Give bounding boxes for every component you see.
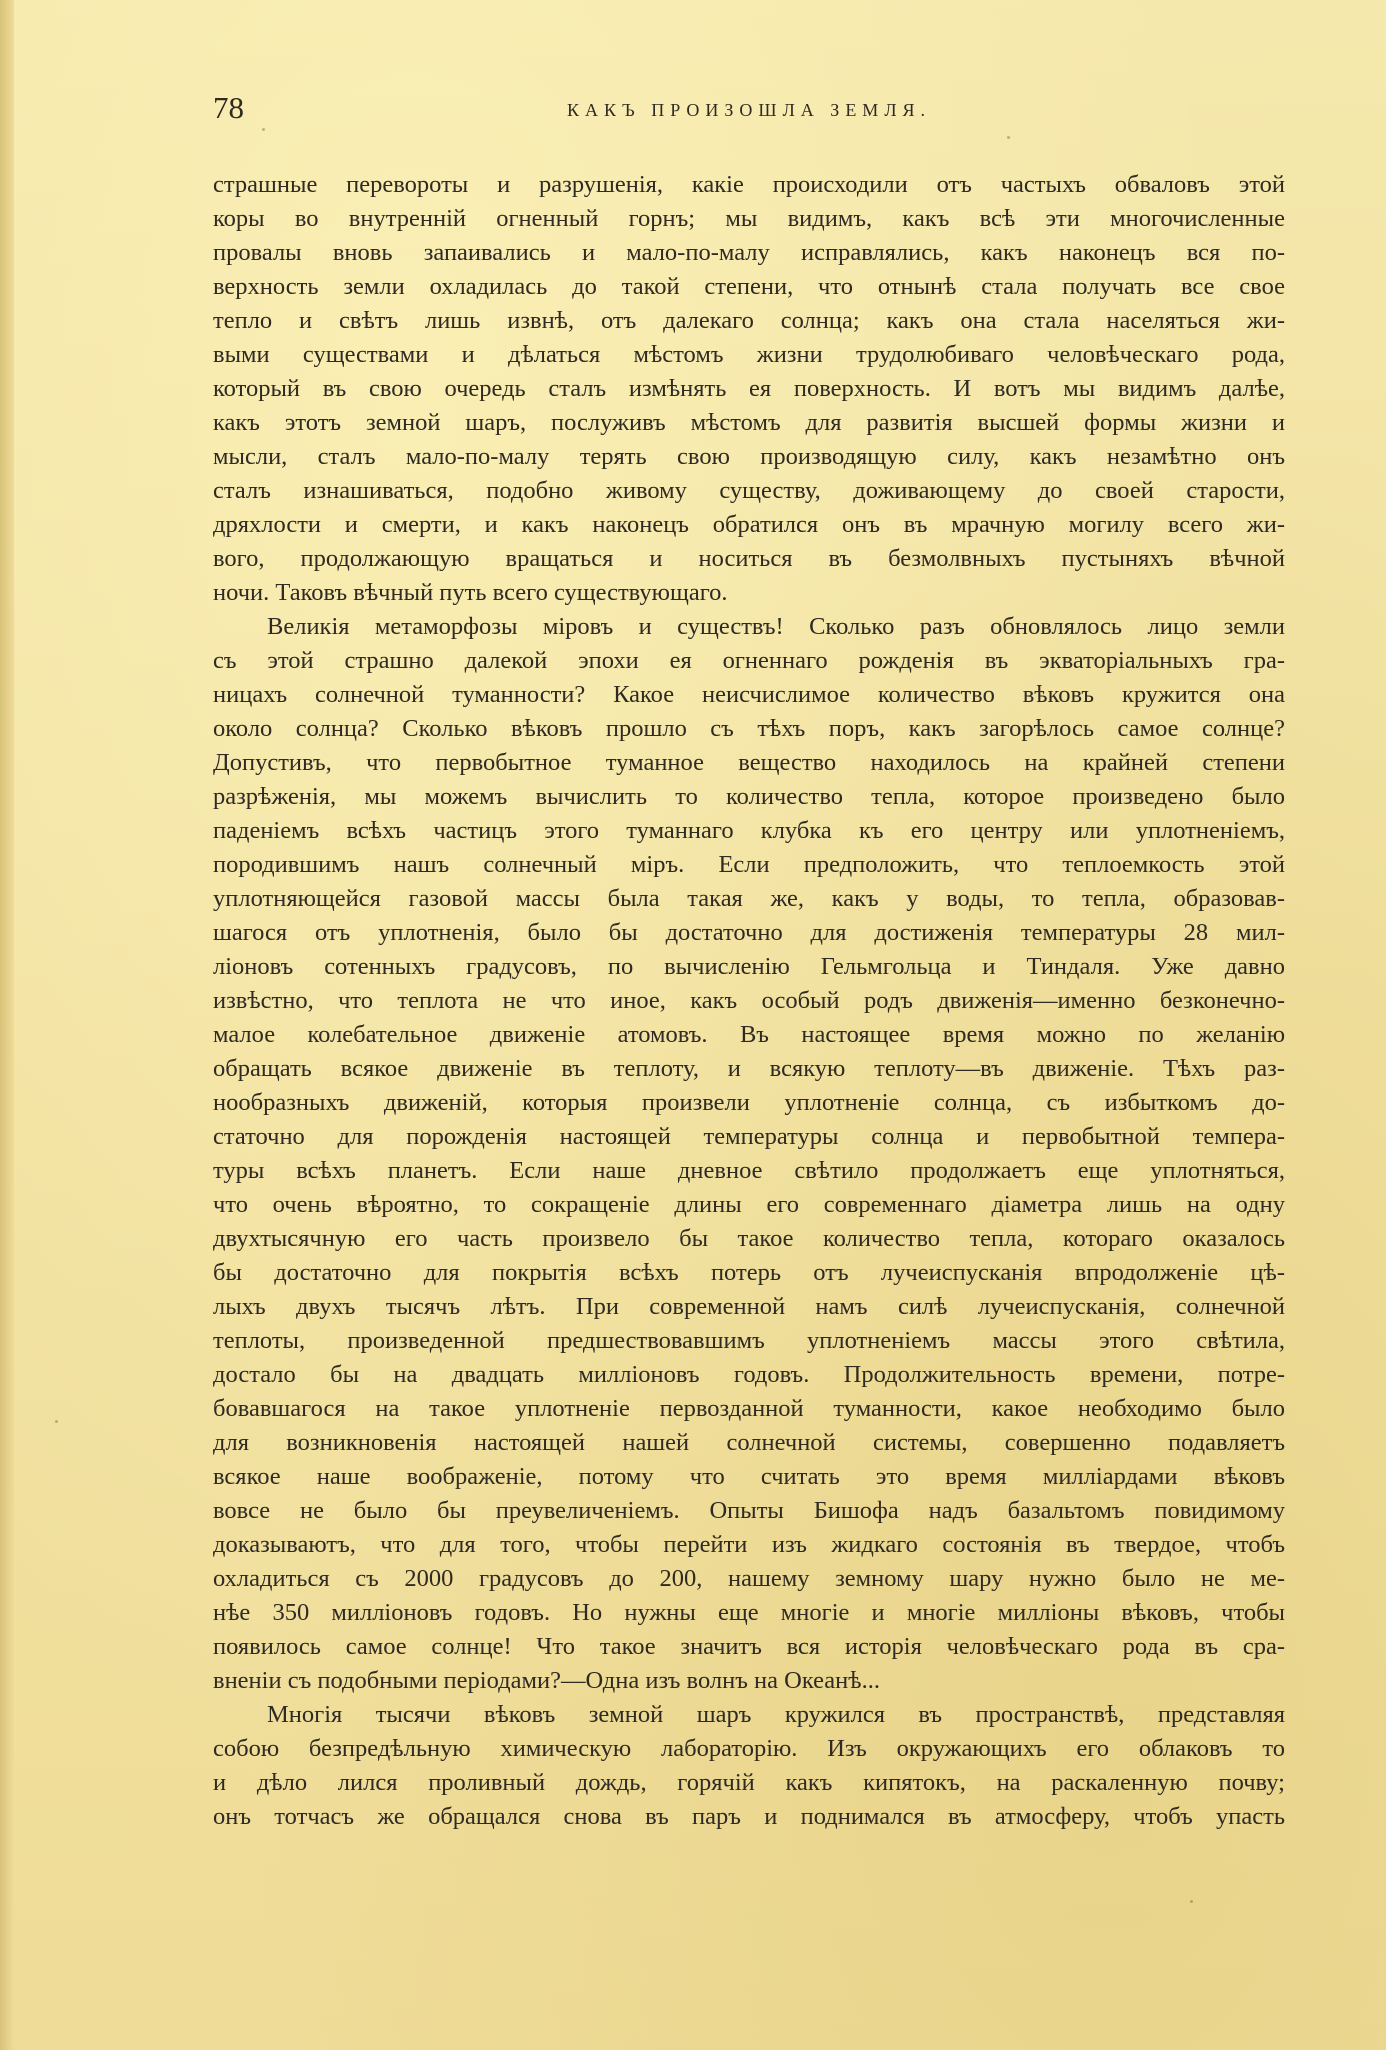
text-line: верхность земли охладилась до такой степени, что отнынѣ стала получать все свое	[213, 273, 1285, 300]
text-line: паденіемъ всѣхъ частицъ этого туманнаго клубка къ его центру или уплотненіемъ,	[213, 817, 1285, 844]
text-line: страшные перевороты и разрушенія, какіе происходили отъ частыхъ обваловъ этой	[213, 171, 1285, 198]
text-line: около солнца? Сколько вѣковъ прошло съ тѣхъ поръ, какъ загорѣлось самое солнце?	[213, 715, 1285, 742]
text-line: и дѣло лился проливный дождь, горячій какъ кипятокъ, на раскаленную почву;	[213, 1769, 1285, 1796]
text-line: дряхлости и смерти, и какъ наконецъ обратился онъ въ мрачную могилу всего жи-	[213, 511, 1285, 538]
text-line: выми существами и дѣлаться мѣстомъ жизни трудолюбиваго человѣческаго рода,	[213, 341, 1285, 368]
text-line: извѣстно, что теплота не что иное, какъ особый родъ движенія—именно безконечно-	[213, 987, 1285, 1014]
text-line: шагося отъ уплотненія, было бы достаточно для достиженія температуры 28 мил-	[213, 919, 1285, 946]
text-line: ницахъ солнечной туманности? Какое неисчислимое количество вѣковъ кружится она	[213, 681, 1285, 708]
text-line: нѣе 350 милліоновъ годовъ. Но нужны еще многіе и многіе милліоны вѣковъ, чтобы	[213, 1599, 1285, 1626]
text-line: провалы вновь запаивались и мало-по-малу исправлялись, какъ наконецъ вся по-	[213, 239, 1285, 266]
page-number: 78	[213, 90, 244, 125]
text-line: охладиться съ 2000 градусовъ до 200, нашему земному шару нужно было не ме-	[213, 1565, 1285, 1592]
text-line: ліоновъ сотенныхъ градусовъ, по вычисленію Гельмгольца и Тиндаля. Уже давно	[213, 953, 1285, 980]
text-line: появилось самое солнце! Что такое значитъ вся исторія человѣческаго рода въ сра-	[213, 1633, 1285, 1660]
page-binding-edge	[0, 0, 14, 2050]
running-head	[213, 90, 1285, 130]
running-title: КАКЪ ПРОИЗОШЛА ЗЕМЛЯ.	[566, 100, 932, 120]
text-line: вого, продолжающую вращаться и носиться въ безмолвныхъ пустыняхъ вѣчной	[213, 545, 1285, 572]
text-line: всякое наше воображеніе, потому что считать это время милліардами вѣковъ	[213, 1463, 1285, 1490]
text-line: лыхъ двухъ тысячъ лѣтъ. При современной намъ силѣ лучеиспусканія, солнечной	[213, 1293, 1285, 1320]
paper-speck	[1190, 1900, 1193, 1903]
text-line: какъ этотъ земной шаръ, послуживъ мѣстомъ для развитія высшей формы жизни и	[213, 409, 1285, 436]
paper-speck	[1007, 136, 1010, 139]
text-line: нообразныхъ движеній, которыя произвели уплотненіе солнца, съ избыткомъ до-	[213, 1089, 1285, 1116]
text-line: доказываютъ, что для того, чтобы перейти изъ жидкаго состоянія въ твердое, чтобъ	[213, 1531, 1285, 1558]
text-line: Многія тысячи вѣковъ земной шаръ кружился въ пространствѣ, представляя	[267, 1701, 1285, 1728]
text-line: ночи. Таковъ вѣчный путь всего существующаго.	[213, 579, 728, 606]
text-line: для возникновенія настоящей нашей солнечной системы, совершенно подавляетъ	[213, 1429, 1285, 1456]
text-line: коры во внутренній огненный горнъ; мы видимъ, какъ всѣ эти многочисленные	[213, 205, 1285, 232]
text-line: разрѣженія, мы можемъ вычислить то количество тепла, которое произведено было	[213, 783, 1285, 810]
text-line: статочно для порожденія настоящей температуры солнца и первобытной темпера-	[213, 1123, 1285, 1150]
text-line: уплотняющейся газовой массы была такая же, какъ у воды, то тепла, образовав-	[213, 885, 1285, 912]
text-line: достало бы на двадцать милліоновъ годовъ. Продолжительность времени, потре-	[213, 1361, 1285, 1388]
text-line: который въ свою очередь сталъ измѣнять ея поверхность. И вотъ мы видимъ далѣе,	[213, 375, 1285, 402]
text-line: двухтысячную его часть произвело бы такое количество тепла, котораго оказалось	[213, 1225, 1285, 1252]
text-line: сталъ изнашиваться, подобно живому существу, доживающему до своей старости,	[213, 477, 1285, 504]
text-line: бы достаточно для покрытія всѣхъ потерь отъ лучеиспусканія впродолженіе цѣ-	[213, 1259, 1285, 1286]
text-line: онъ тотчасъ же обращался снова въ паръ и поднимался въ атмосферу, чтобъ упасть	[213, 1803, 1285, 1830]
paper-speck	[262, 128, 265, 131]
text-line: съ этой страшно далекой эпохи ея огненнаго рожденія въ экваторіальныхъ гра-	[213, 647, 1285, 674]
text-line: тепло и свѣтъ лишь извнѣ, отъ далекаго солнца; какъ она стала населяться жи-	[213, 307, 1285, 334]
paper-speck	[55, 1420, 58, 1423]
text-line: обращать всякое движеніе въ теплоту, и всякую теплоту—въ движеніе. Тѣхъ раз-	[213, 1055, 1285, 1082]
text-line: собою безпредѣльную химическую лабораторію. Изъ окружающихъ его облаковъ то	[213, 1735, 1285, 1762]
text-line: породившимъ нашъ солнечный міръ. Если предположить, что теплоемкость этой	[213, 851, 1285, 878]
text-line: вовсе не было бы преувеличеніемъ. Опыты Бишофа надъ базальтомъ повидимому	[213, 1497, 1285, 1524]
text-line: что очень вѣроятно, то сокращеніе длины его современнаго діаметра лишь на одну	[213, 1191, 1285, 1218]
text-line: малое колебательное движеніе атомовъ. Въ настоящее время можно по желанію	[213, 1021, 1285, 1048]
text-line: мысли, сталъ мало-по-малу терять свою производящую силу, какъ незамѣтно онъ	[213, 443, 1285, 470]
text-line: вненіи съ подобными періодами?—Одна изъ волнъ на Океанѣ...	[213, 1667, 880, 1694]
text-line: туры всѣхъ планетъ. Если наше дневное свѣтило продолжаетъ еще уплотняться,	[213, 1157, 1285, 1184]
body-text	[213, 168, 1285, 1834]
text-line: Допустивъ, что первобытное туманное вещество находилось на крайней степени	[213, 749, 1285, 776]
text-line: бовавшагося на такое уплотненіе первозданной туманности, какое необходимо было	[213, 1395, 1285, 1422]
text-line: теплоты, произведенной предшествовавшимъ уплотненіемъ массы этого свѣтила,	[213, 1327, 1285, 1354]
text-line: Великія метаморфозы міровъ и существъ! Сколько разъ обновлялось лицо земли	[267, 613, 1285, 640]
